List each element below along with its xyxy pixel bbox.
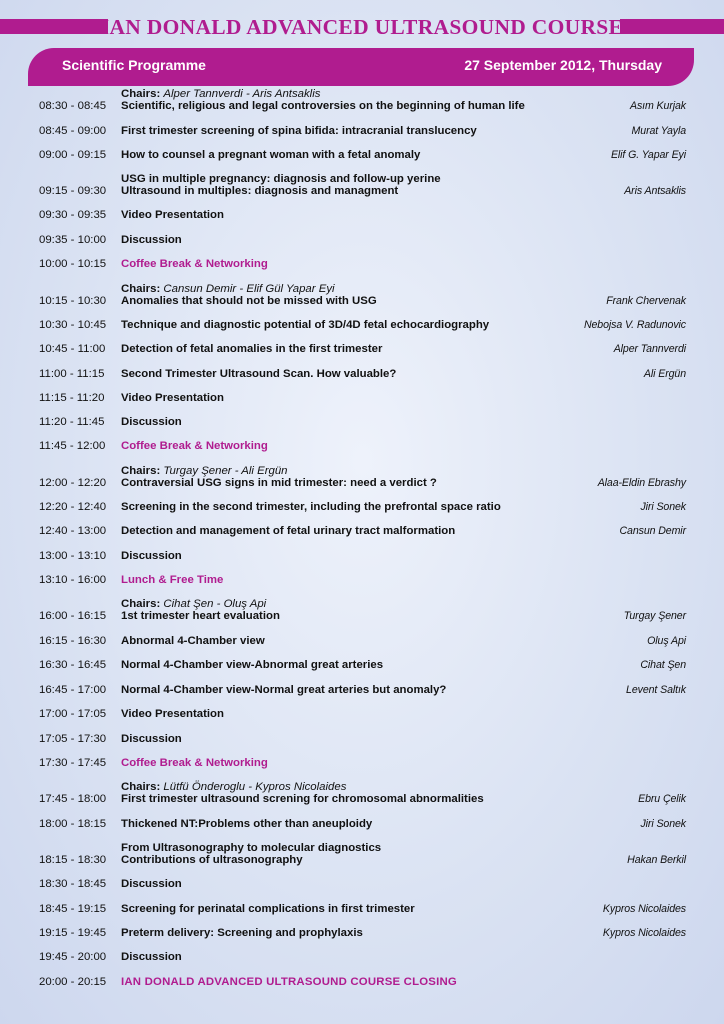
session-title: From Ultrasonography to molecular diagnostics: [121, 842, 382, 854]
session-content: [121, 416, 591, 428]
session-time: 18:45 - 19:15: [39, 903, 107, 915]
session-title: Discussion: [121, 550, 182, 562]
session-row: [0, 684, 724, 696]
session-content: [121, 733, 591, 745]
speaker-name: Aris Antsaklis: [624, 185, 686, 197]
session-content: [121, 283, 591, 307]
chairs-names: Lütfü Önderoglu - Kypros Nicolaides: [163, 781, 347, 793]
session-time: 16:00 - 16:15: [39, 610, 107, 622]
session-row: [0, 635, 724, 647]
programme-date: 27 September 2012, Thursday: [464, 57, 662, 73]
session-time: 18:15 - 18:30: [39, 854, 107, 866]
speaker-name: Murat Yayla: [631, 125, 686, 137]
chairs-label: Chairs:: [121, 283, 161, 295]
session-content: [121, 368, 591, 380]
session-title: IAN DONALD ADVANCED ULTRASOUND COURSE CLOSING: [121, 976, 457, 988]
break-row: [0, 976, 724, 988]
session-title: Video Presentation: [121, 209, 224, 221]
session-content: [121, 903, 591, 915]
session-time: 19:15 - 19:45: [39, 927, 107, 939]
session-time: 17:30 - 17:45: [39, 757, 107, 769]
session-content: [121, 209, 591, 221]
programme-label: Scientific Programme: [62, 57, 206, 73]
chairs-label: Chairs:: [121, 88, 161, 100]
speaker-name: Turgay Şener: [623, 610, 686, 622]
speaker-name: Nebojsa V. Radunovic: [583, 319, 686, 331]
session-time: 10:15 - 10:30: [39, 295, 107, 307]
break-row: [0, 574, 724, 586]
session-row: [0, 708, 724, 720]
session-title: Preterm delivery: Screening and prophylaxis: [121, 927, 363, 939]
session-time: 19:45 - 20:00: [39, 951, 107, 963]
session-row: [0, 951, 724, 963]
session-content: [121, 88, 591, 112]
session-row: [0, 173, 724, 197]
session-title: Ultrasound in multiples: diagnosis and managment: [121, 185, 399, 197]
session-row: [0, 125, 724, 137]
session-content: [121, 319, 591, 331]
chairs-label: Chairs:: [121, 598, 161, 610]
session-time: 13:10 - 16:00: [39, 574, 107, 586]
chairs-label: Chairs:: [121, 465, 161, 477]
session-row: [0, 903, 724, 915]
session-time: 18:00 - 18:15: [39, 818, 107, 830]
session-content: [121, 501, 591, 513]
session-row: [0, 878, 724, 890]
session-title: Thickened NT:Problems other than aneuploidy: [121, 818, 373, 830]
session-time: 09:30 - 09:35: [39, 209, 107, 221]
chairs-line: [121, 465, 591, 477]
session-title: Coffee Break & Networking: [121, 757, 268, 769]
chairs-line: [121, 88, 591, 100]
session-title: Screening for perinatal complications in first trimester: [121, 903, 415, 915]
chairs-line: [121, 781, 591, 793]
session-content: [121, 976, 591, 988]
session-content: [121, 574, 591, 586]
session-row: [0, 842, 724, 866]
session-content: [121, 550, 591, 562]
session-title: Discussion: [121, 878, 182, 890]
session-title: How to counsel a pregnant woman with a fetal anomaly: [121, 149, 421, 161]
session-title: Discussion: [121, 951, 182, 963]
session-content: [121, 659, 591, 671]
session-content: [121, 927, 591, 939]
course-title: IAN DONALD ADVANCED ULTRASOUND COURSE: [100, 15, 624, 39]
session-time: 13:00 - 13:10: [39, 550, 107, 562]
session-content: [121, 525, 591, 537]
session-title: Anomalies that should not be missed with USG: [121, 295, 377, 307]
session-title: Detection of fetal anomalies in the first trimester: [121, 343, 383, 355]
chairs-names: Cansun Demir - Elif Gül Yapar Eyi: [163, 283, 335, 295]
break-row: [0, 757, 724, 769]
session-row: [0, 525, 724, 537]
session-row: [0, 392, 724, 404]
session-title: Contraversial USG signs in mid trimester: need a verdict ?: [121, 477, 437, 489]
session-time: 12:20 - 12:40: [39, 501, 107, 513]
session-time: 17:45 - 18:00: [39, 793, 107, 805]
speaker-name: Kypros Nicolaides: [602, 903, 686, 915]
session-time: 17:05 - 17:30: [39, 733, 107, 745]
session-title: First trimester ultrasound screning for chromosomal abnormalities: [121, 793, 484, 805]
session-title: USG in multiple pregnancy: diagnosis and follow-up yerine: [121, 173, 441, 185]
chairs-line: [121, 283, 591, 295]
session-row: [0, 209, 724, 221]
session-content: [121, 234, 591, 246]
session-time: 10:00 - 10:15: [39, 258, 107, 270]
session-title: Video Presentation: [121, 392, 224, 404]
speaker-name: Hakan Berkil: [627, 854, 686, 866]
session-content: [121, 465, 591, 489]
chairs-names: Alper Tannverdi - Aris Antsaklis: [163, 88, 321, 100]
speaker-name: Frank Chervenak: [606, 295, 686, 307]
session-content: [121, 173, 591, 197]
break-row: [0, 258, 724, 270]
speaker-name: Jiri Sonek: [640, 818, 686, 830]
session-content: [121, 149, 591, 161]
session-content: [121, 818, 591, 830]
session-title: Contributions of ultrasonography: [121, 854, 303, 866]
session-time: 11:00 - 11:15: [39, 368, 105, 380]
session-row: [0, 465, 724, 489]
chairs-label: Chairs:: [121, 781, 161, 793]
session-content: [121, 343, 591, 355]
session-time: 12:40 - 13:00: [39, 525, 107, 537]
session-content: [121, 125, 591, 137]
session-row: [0, 343, 724, 355]
session-title: First trimester screening of spina bifida: intracranial translucency: [121, 125, 477, 137]
session-row: [0, 149, 724, 161]
session-time: 09:00 - 09:15: [39, 149, 107, 161]
speaker-name: Oluş Api: [647, 635, 686, 647]
session-content: [121, 842, 591, 866]
speaker-name: Ali Ergün: [643, 368, 686, 380]
session-title: Screening in the second trimester, including the prefrontal space ratio: [121, 501, 501, 513]
session-time: 20:00 - 20:15: [39, 976, 107, 988]
session-title: 1st trimester heart evaluation: [121, 610, 280, 622]
session-title: Discussion: [121, 416, 182, 428]
session-title: Detection and management of fetal urinary tract malformation: [121, 525, 456, 537]
speaker-name: Levent Saltık: [626, 684, 686, 696]
session-time: 08:30 - 08:45: [39, 100, 107, 112]
speaker-name: Asım Kurjak: [629, 100, 686, 112]
session-title: Normal 4-Chamber view-Normal great arteries but anomaly?: [121, 684, 447, 696]
speaker-name: Elif G. Yapar Eyi: [610, 149, 686, 161]
session-title: Abnormal 4-Chamber view: [121, 635, 265, 647]
speaker-name: Cihat Şen: [640, 659, 686, 671]
session-time: 16:30 - 16:45: [39, 659, 107, 671]
speaker-name: Kypros Nicolaides: [602, 927, 686, 939]
speaker-name: Jiri Sonek: [640, 501, 686, 513]
session-row: [0, 88, 724, 112]
session-title: Second Trimester Ultrasound Scan. How valuable?: [121, 368, 397, 380]
speaker-name: Alper Tannverdi: [613, 343, 686, 355]
session-content: [121, 781, 591, 805]
session-row: [0, 501, 724, 513]
session-time: 09:15 - 09:30: [39, 185, 107, 197]
session-row: [0, 733, 724, 745]
chairs-names: Cihat Şen - Oluş Api: [163, 598, 267, 610]
session-title: Scientific, religious and legal controversies on the beginning of human life: [121, 100, 525, 112]
session-content: [121, 708, 591, 720]
session-time: 11:20 - 11:45: [39, 416, 105, 428]
session-row: [0, 283, 724, 307]
chairs-names: Turgay Şener - Ali Ergün: [163, 465, 288, 477]
session-title: Technique and diagnostic potential of 3D/4D fetal echocardiography: [121, 319, 490, 331]
session-row: [0, 781, 724, 805]
break-row: [0, 440, 724, 452]
speaker-name: Ebru Çelik: [638, 793, 686, 805]
session-time: 08:45 - 09:00: [39, 125, 107, 137]
session-title: Coffee Break & Networking: [121, 258, 268, 270]
session-row: [0, 234, 724, 246]
session-row: [0, 416, 724, 428]
session-time: 11:15 - 11:20: [39, 392, 105, 404]
session-time: 09:35 - 10:00: [39, 234, 107, 246]
session-title: Video Presentation: [121, 708, 224, 720]
session-row: [0, 550, 724, 562]
session-time: 12:00 - 12:20: [39, 477, 107, 489]
chairs-line: [121, 598, 591, 610]
session-row: [0, 319, 724, 331]
session-title: Normal 4-Chamber view-Abnormal great arteries: [121, 659, 384, 671]
session-title: Coffee Break & Networking: [121, 440, 268, 452]
session-time: 16:45 - 17:00: [39, 684, 107, 696]
session-time: 10:30 - 10:45: [39, 319, 107, 331]
session-content: [121, 598, 591, 622]
session-row: [0, 659, 724, 671]
speaker-name: Cansun Demir: [619, 525, 686, 537]
session-content: [121, 635, 591, 647]
speaker-name: Alaa-Eldin Ebrashy: [597, 477, 686, 489]
session-content: [121, 684, 591, 696]
session-content: [121, 878, 591, 890]
session-time: 16:15 - 16:30: [39, 635, 107, 647]
session-row: [0, 598, 724, 622]
session-content: [121, 392, 591, 404]
session-time: 17:00 - 17:05: [39, 708, 107, 720]
session-title: Discussion: [121, 234, 182, 246]
session-row: [0, 368, 724, 380]
session-time: 11:45 - 12:00: [39, 440, 106, 452]
session-row: [0, 818, 724, 830]
session-content: [121, 440, 591, 452]
session-content: [121, 951, 591, 963]
session-content: [121, 757, 591, 769]
session-title: Discussion: [121, 733, 182, 745]
session-time: 18:30 - 18:45: [39, 878, 107, 890]
session-title: Lunch & Free Time: [121, 574, 224, 586]
session-content: [121, 258, 591, 270]
session-time: 10:45 - 11:00: [39, 343, 106, 355]
session-row: [0, 927, 724, 939]
